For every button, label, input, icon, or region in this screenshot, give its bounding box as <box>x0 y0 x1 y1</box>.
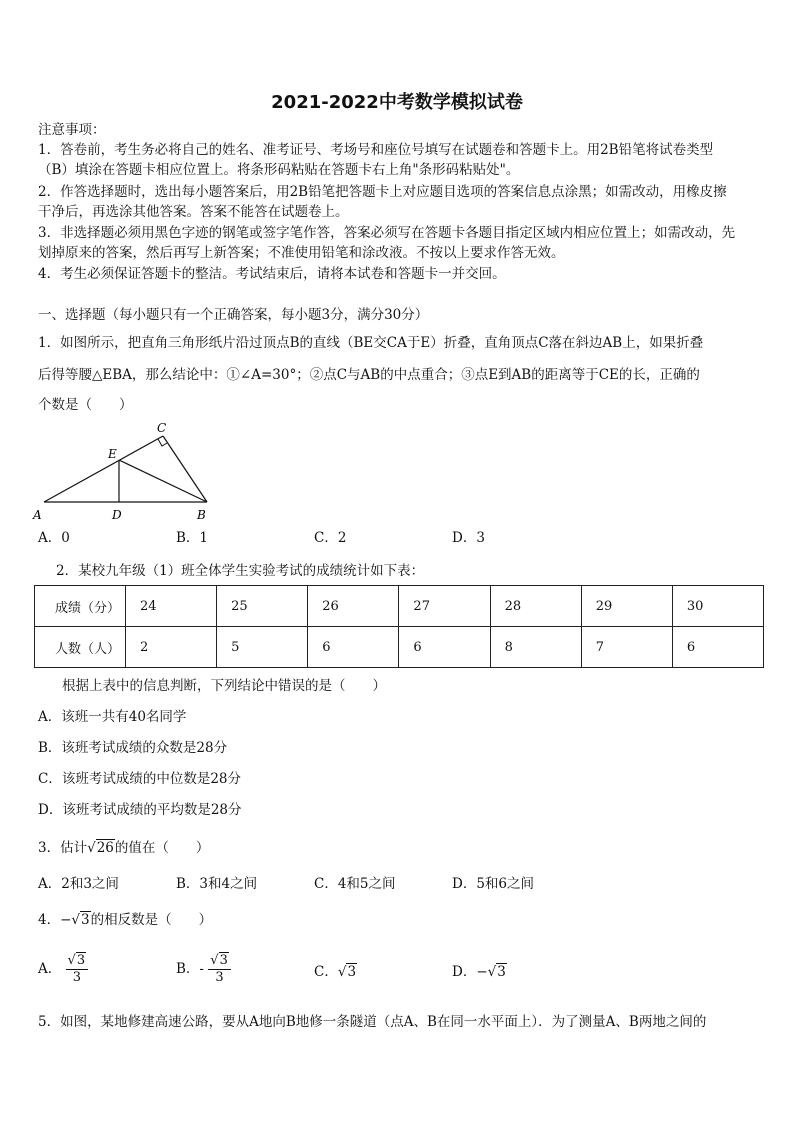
question-4 <box>38 910 212 930</box>
radicand: 3 <box>76 953 86 968</box>
question-3-prefix: 3．估计 <box>38 840 88 856</box>
question-1-line: 1．如图所示，把直角三角形纸片沿过顶点B的直线（BE交CA于E）折叠，直角顶点C落在斜边AB上，如果折叠 <box>38 335 704 351</box>
segment-eb <box>119 460 207 502</box>
notes-header: 注意事项： <box>38 122 106 138</box>
numerator <box>66 953 89 970</box>
notes-line: 划掉原来的答案，然后再写上新答案；不准使用铅笔和涂改液。不按以上要求作答无效。 <box>38 245 565 261</box>
option-b: B．3和4之间 <box>176 876 258 892</box>
table-row <box>35 627 764 668</box>
table-header: 人数（人） <box>35 627 126 668</box>
option-b <box>176 953 231 986</box>
option-a <box>38 953 88 986</box>
denominator: 3 <box>72 970 81 985</box>
option-d-label: D． <box>452 964 477 980</box>
table-cell: 7 <box>581 627 672 668</box>
table-cell: 8 <box>490 627 581 668</box>
option-d: D．该班考试成绩的平均数是28分 <box>38 802 242 818</box>
table-cell: 6 <box>672 627 763 668</box>
notes-line: 1．答卷前，考生务必将自己的姓名、准考证号、考场号和座位号填写在试题卷和答题卡上。用2B铅笔将试卷类型 <box>38 142 714 158</box>
question-3 <box>38 838 209 858</box>
minus-sign: − <box>60 912 72 928</box>
radicand: 3 <box>219 953 228 968</box>
table-row <box>35 586 764 627</box>
fraction <box>66 953 89 986</box>
table-cell: 2 <box>126 627 217 668</box>
notes-line: 4．考生必须保证答题卡的整洁。考试结束后，请将本试卷和答题卡一并交回。 <box>38 266 506 282</box>
option-c: C．2 <box>314 530 347 546</box>
fraction <box>208 953 231 986</box>
radical-sign: √ <box>71 912 81 928</box>
question-1-line: 个数是（ ） <box>38 397 133 413</box>
table-cell: 29 <box>581 586 672 627</box>
option-d: D．5和6之间 <box>452 876 535 892</box>
radical-sign: √ <box>67 953 76 968</box>
table-cell: 6 <box>399 627 490 668</box>
label-c: C <box>157 421 167 435</box>
score-table <box>34 585 764 668</box>
table-cell: 6 <box>308 627 399 668</box>
notes-line: 干净后，再选涂其他答案。答案不能答在试题卷上。 <box>38 204 349 220</box>
option-b-label: B． <box>176 961 200 977</box>
option-c-label: C． <box>314 964 338 980</box>
label-a: A <box>33 508 42 522</box>
radicand: 3 <box>497 964 506 980</box>
option-a: A．2和3之间 <box>38 876 119 892</box>
table-header: 成绩（分） <box>35 586 126 627</box>
table-cell: 30 <box>672 586 763 627</box>
label-b: B <box>197 508 206 522</box>
notes-line: （B）填涂在答题卡相应位置上。将条形码粘贴在答题卡右上角"条形码粘贴处"。 <box>38 162 520 178</box>
option-b: B．该班考试成绩的众数是28分 <box>38 740 228 756</box>
radicand: 26 <box>96 840 114 856</box>
notes-line: 3．非选择题必须用黑色字迹的钢笔或签字笔作答，答案必须写在答题卡各题目指定区域内相应位置上；如需改动，先 <box>38 225 736 241</box>
question-1-line: 后得等腰△EBA，那么结论中：①∠A=30°；②点C与AB的中点重合；③点E到AB的距离等于CE的长，正确的 <box>38 367 700 383</box>
table-cell: 26 <box>308 586 399 627</box>
option-b: B．1 <box>176 530 209 546</box>
option-c: C．该班考试成绩的中位数是28分 <box>38 771 242 787</box>
table-cell: 27 <box>399 586 490 627</box>
question-2-stem: 2．某校九年级（1）班全体学生实验考试的成绩统计如下表： <box>56 563 425 579</box>
label-e: E <box>108 447 117 461</box>
radical-sign: √ <box>487 964 497 980</box>
question-2-prompt: 根据上表中的信息判断，下列结论中错误的是（ ） <box>62 678 386 694</box>
numerator <box>208 953 231 970</box>
option-d: D．3 <box>452 530 485 546</box>
table-cell: 24 <box>126 586 217 627</box>
minus-sign: − <box>476 964 488 980</box>
option-d <box>452 962 507 982</box>
question-3-suffix: 的值在（ ） <box>114 840 210 856</box>
option-a-label: A． <box>38 961 62 977</box>
radical-sign: √ <box>210 953 219 968</box>
option-c <box>314 962 357 982</box>
section-heading: 一、选择题（每小题只有一个正确答案，每小题3分，满分30分） <box>38 307 429 323</box>
label-d: D <box>112 508 122 522</box>
radicand: 3 <box>81 912 90 928</box>
option-a: A．0 <box>38 530 70 546</box>
minus-sign: - <box>199 961 204 977</box>
segment-ac <box>44 436 163 502</box>
radicand: 3 <box>347 964 357 980</box>
denominator: 3 <box>215 970 224 985</box>
question-4-prefix: 4． <box>38 912 61 928</box>
page-title: 2021-2022中考数学模拟试卷 <box>271 92 523 113</box>
radical-sign: √ <box>337 964 347 980</box>
radical-sign: √ <box>87 840 96 856</box>
question-4-suffix: 的相反数是（ ） <box>90 912 213 928</box>
question-5-line: 5．如图，某地修建高速公路，要从A地向B地修一条隧道（点A、B在同一水平面上）．为了测量A、B两地之间的 <box>38 1014 707 1030</box>
table-cell: 28 <box>490 586 581 627</box>
notes-line: 2．作答选择题时，选出每小题答案后，用2B铅笔把答题卡上对应题目选项的答案信息点涂黑；如需改动，用橡皮擦 <box>38 184 727 200</box>
table-cell: 5 <box>217 627 308 668</box>
triangle-figure <box>30 420 215 525</box>
table-cell: 25 <box>217 586 308 627</box>
option-a: A．该班一共有40名同学 <box>38 709 187 725</box>
option-c: C．4和5之间 <box>314 876 396 892</box>
